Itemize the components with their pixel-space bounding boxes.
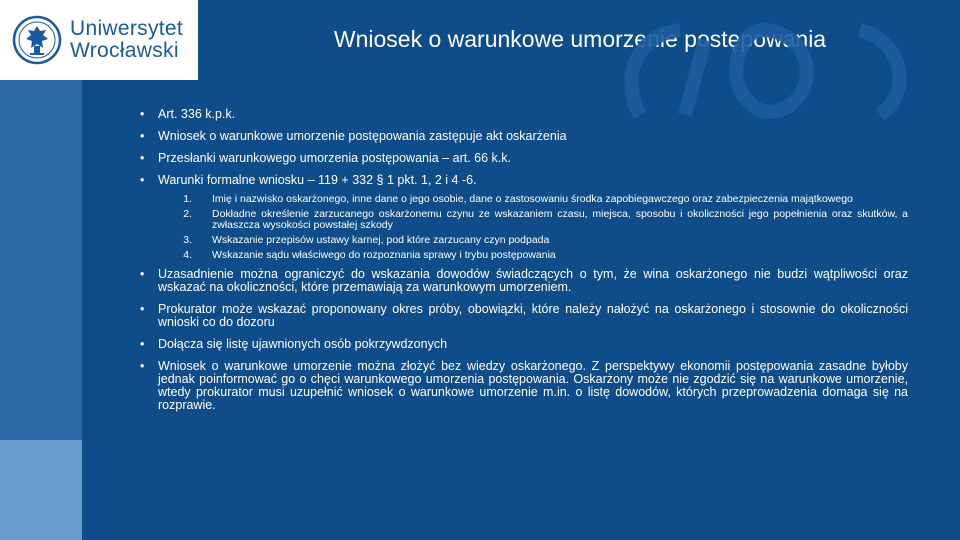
numbered-list [140, 194, 908, 261]
university-seal-icon [12, 15, 62, 65]
numbered-item [140, 235, 908, 246]
bullet-item: • Wniosek o warunkowe umorzenie postępowania zastępuje akt oskarżenia [140, 130, 908, 143]
item-text: Dokładne określenie zarzucanego oskarżonemu czynu ze wskazaniem czasu, miejsca, sposobu i okoliczności jego popełnienia oraz skutków, a zwłaszcza wysokości powstałej szkody [212, 208, 908, 231]
item-text: Imię i nazwisko oskarżonego, inne dane o jego osobie, dane o zastosowaniu środka zapobiegawczego oraz zabezpieczenia majątkowego [212, 193, 853, 205]
item-number: 3. [183, 234, 192, 246]
logo-text [70, 18, 183, 62]
logo-line-2: Wrocławski [70, 39, 179, 62]
bullet-item: • Art. 336 k.p.k. [140, 108, 908, 121]
bullet-item: • Warunki formalne wniosku – 119 + 332 § 1 pkt. 1, 2 i 4 -6. [140, 174, 908, 187]
bullet-item: • Wniosek o warunkowe umorzenie można złożyć bez wiedzy oskarżonego. Z perspektywy ekonomii postępowania zasadne byłoby jednak poinformować go o chęci warunkowego umorzenia postępowania. Oskarżony może nie zgodzić się na warunkowe umorzenie, wtedy prokurator musi uzupełnić wniosek o warunkowe umorzenie m.in. o listę dowodów, których przeprowadzenia domaga się na rozprawie. [140, 360, 908, 412]
logo-line-1: Uniwersytet [70, 17, 183, 40]
item-text: Wskazanie sądu właściwego do rozpoznania sprawy i trybu postępowania [212, 249, 556, 261]
numbered-item [140, 194, 908, 205]
left-strip-light [0, 440, 82, 540]
bullet-item: • Prokurator może wskazać proponowany okres próby, obowiązki, które należy nałożyć na oskarżonego i stosownie do okoliczności wnioski co do dozoru [140, 303, 908, 329]
numbered-item [140, 250, 908, 261]
left-strip-dark [0, 80, 82, 440]
bullet-item: • Przesłanki warunkowego umorzenia postępowania – art. 66 k.k. [140, 152, 908, 165]
page-title: Wniosek o warunkowe umorzenie postępowania [333, 26, 827, 52]
item-number: 2. [183, 208, 192, 220]
bullet-item: • Dołącza się listę ujawnionych osób pokrzywdzonych [140, 338, 908, 351]
bullet-item: • Uzasadnienie można ograniczyć do wskazania dowodów świadczących o tym, że wina oskarżonego nie budzi wątpliwości oraz wskazać na okoliczności, które przemawiają za warunkowym umorzeniem. [140, 268, 908, 294]
university-logo [0, 0, 198, 80]
item-text: Wskazanie przepisów ustawy karnej, pod które zarzucany czyn podpada [212, 234, 550, 246]
slide-content [140, 108, 908, 421]
numbered-item [140, 209, 908, 231]
item-number: 1. [183, 193, 192, 205]
item-number: 4. [183, 249, 192, 261]
